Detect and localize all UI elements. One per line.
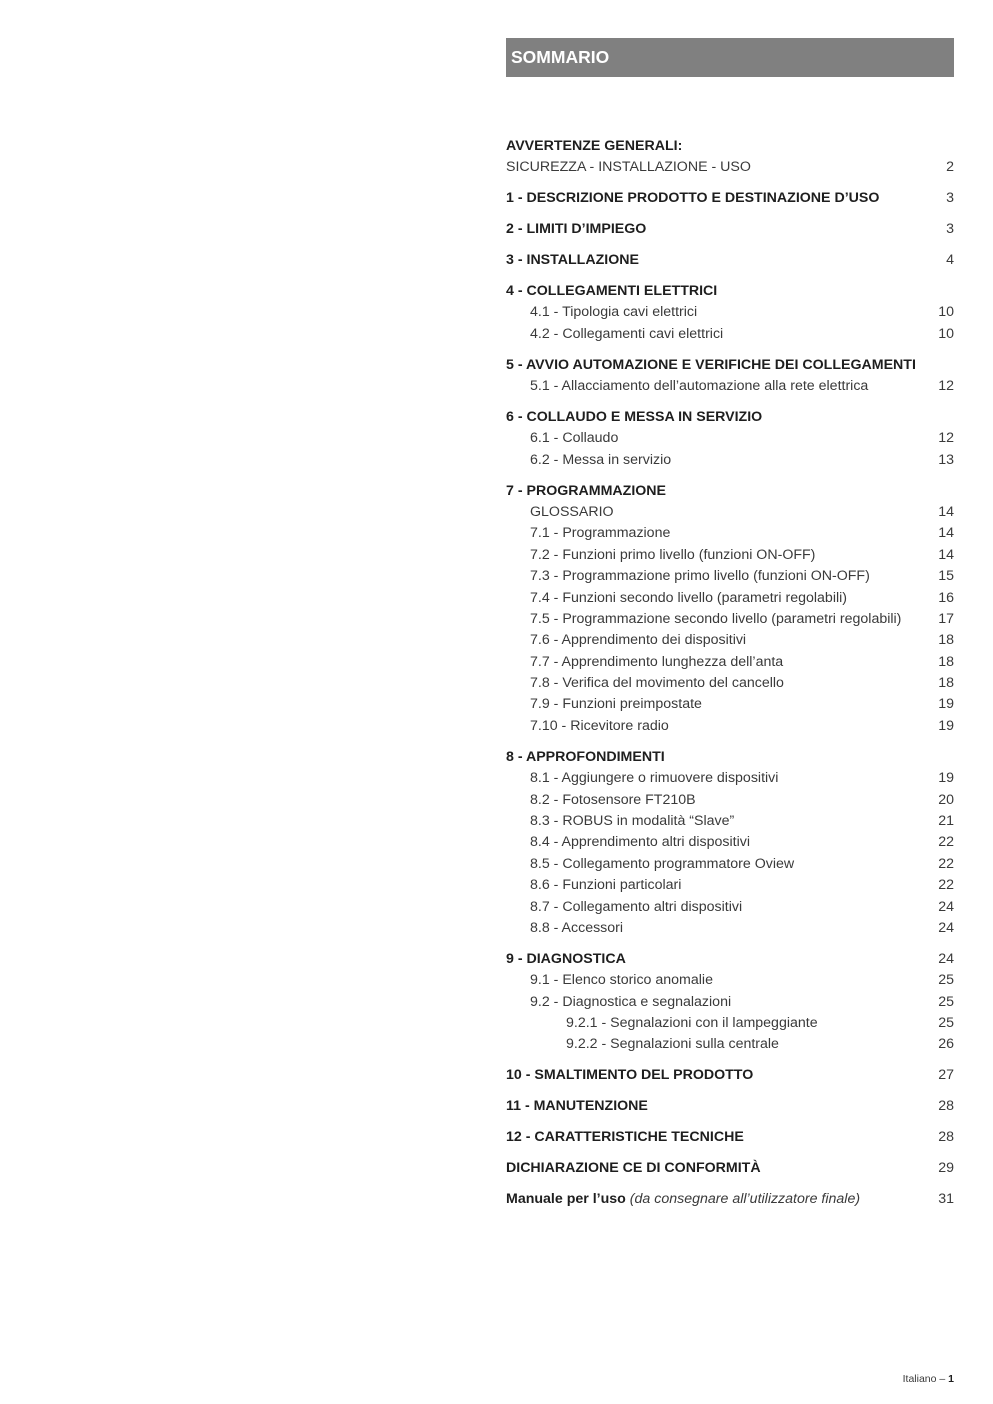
- toc-entry[interactable]: [506, 694, 954, 715]
- toc-entry[interactable]: [506, 157, 954, 178]
- toc-page-number: 14: [938, 503, 954, 520]
- toc-heading-label: 7 - PROGRAMMAZIONE: [506, 482, 667, 499]
- toc-page-number: 3: [946, 190, 954, 207]
- toc-section-avvertenze: [506, 136, 954, 179]
- toc-heading[interactable]: [506, 281, 954, 302]
- toc-heading-label: 10 - SMALTIMENTO DEL PRODOTTO: [506, 1067, 754, 1084]
- footer-page-number: 1: [948, 1373, 954, 1385]
- toc-page-number: 16: [938, 589, 954, 606]
- toc-entry-label: 7.3 - Programmazione primo livello (funzioni ON-OFF): [530, 568, 870, 585]
- toc-heading[interactable]: [506, 1127, 954, 1148]
- toc-page-number: 25: [938, 972, 954, 989]
- toc-entry[interactable]: [506, 302, 954, 323]
- toc-entry[interactable]: [506, 918, 954, 939]
- toc-entry-label: 4.1 - Tipologia cavi elettrici: [530, 304, 698, 321]
- toc-section-3: [506, 250, 954, 271]
- toc-page-number: 10: [938, 304, 954, 321]
- toc-section-7: [506, 481, 954, 738]
- toc-heading-label: 11 - MANUTENZIONE: [506, 1098, 648, 1115]
- toc-heading[interactable]: [506, 1158, 954, 1179]
- toc-entry-label: 8.3 - ROBUS in modalità “Slave”: [530, 812, 735, 829]
- toc-entry-label: GLOSSARIO: [530, 503, 614, 520]
- toc-entry-label: 7.9 - Funzioni preimpostate: [530, 696, 702, 713]
- toc-entry-label: 8.7 - Collegamento altri dispositivi: [530, 898, 743, 915]
- toc-page-number: 20: [938, 791, 954, 808]
- toc-heading-label: DICHIARAZIONE CE DI CONFORMITÀ: [506, 1159, 761, 1176]
- toc-entry-label: 8.5 - Collegamento programmatore Oview: [530, 855, 795, 872]
- toc-entry-label: SICUREZZA - INSTALLAZIONE - USO: [506, 159, 751, 176]
- toc-entry[interactable]: [506, 970, 954, 991]
- toc-entry[interactable]: [506, 566, 954, 587]
- toc-page-number: 18: [938, 632, 954, 649]
- toc-entry-label: 6.1 - Collaudo: [530, 430, 619, 447]
- toc-entry-label: 8.6 - Funzioni particolari: [530, 877, 682, 894]
- toc-entry[interactable]: [506, 716, 954, 737]
- toc-heading[interactable]: [506, 747, 954, 768]
- toc-page-number: 29: [938, 1159, 954, 1176]
- toc-section-ce: [506, 1158, 954, 1179]
- toc-page-number: 2: [946, 159, 954, 176]
- toc-section-10: [506, 1065, 954, 1086]
- toc-entry[interactable]: [506, 609, 954, 630]
- toc-heading[interactable]: [506, 1065, 954, 1086]
- toc-page-number: 22: [938, 834, 954, 851]
- manual-note: (da consegnare all’utilizzatore finale): [629, 1190, 861, 1207]
- toc-page-number: 19: [938, 696, 954, 713]
- toc-page-number: 19: [938, 770, 954, 787]
- toc-page-number: 13: [938, 451, 954, 468]
- toc-section-5: [506, 355, 954, 398]
- toc-entry-label: 6.2 - Messa in servizio: [530, 451, 672, 468]
- toc-page-number: 12: [938, 378, 954, 395]
- toc-entry-label: 7.7 - Apprendimento lunghezza dell’anta: [530, 653, 784, 670]
- toc-entry[interactable]: [506, 502, 954, 523]
- toc-page-number: 26: [938, 1036, 954, 1053]
- toc-entry[interactable]: [506, 811, 954, 832]
- toc-heading[interactable]: [506, 481, 954, 502]
- toc-entry-label: 9.2.2 - Segnalazioni sulla centrale: [566, 1036, 779, 1053]
- toc-section-1: [506, 188, 954, 209]
- toc-heading[interactable]: [506, 188, 954, 209]
- toc-entry-label: 5.1 - Allacciamento dell’automazione alla rete elettrica: [530, 378, 869, 395]
- toc-entry[interactable]: [506, 854, 954, 875]
- toc-heading-label: [506, 1189, 860, 1210]
- toc-entry-label: 7.2 - Funzioni primo livello (funzioni ON-OFF): [530, 546, 816, 563]
- toc-page-number: 4: [946, 252, 954, 269]
- toc-entry-label: 7.6 - Apprendimento dei dispositivi: [530, 632, 747, 649]
- toc-subentry[interactable]: [506, 1034, 954, 1055]
- toc-entry[interactable]: [506, 428, 954, 449]
- toc-entry[interactable]: [506, 450, 954, 471]
- toc-entry-label: 8.4 - Apprendimento altri dispositivi: [530, 834, 751, 851]
- toc-heading-label: 5 - AVVIO AUTOMAZIONE E VERIFICHE DEI COLLEGAMENTI: [506, 356, 916, 373]
- toc-entry[interactable]: [506, 324, 954, 345]
- toc-section-6: [506, 407, 954, 471]
- toc-heading-label: 4 - COLLEGAMENTI ELETTRICI: [506, 282, 718, 299]
- toc-page-number: 22: [938, 877, 954, 894]
- toc-subentry[interactable]: [506, 1013, 954, 1034]
- toc-section-2: [506, 219, 954, 240]
- toc-entry[interactable]: [506, 768, 954, 789]
- toc-page-number: 24: [938, 950, 954, 967]
- toc-heading[interactable]: [506, 355, 954, 376]
- toc-heading-label: 12 - CARATTERISTICHE TECNICHE: [506, 1129, 744, 1146]
- toc-entry[interactable]: [506, 875, 954, 896]
- toc-section-9: [506, 949, 954, 1056]
- toc-heading-label: 8 - APPROFONDIMENTI: [506, 748, 665, 765]
- page-footer: [903, 1373, 954, 1385]
- toc-entry[interactable]: [506, 790, 954, 811]
- toc-page-number: 3: [946, 221, 954, 238]
- toc-page-number: 31: [938, 1190, 954, 1207]
- toc-entry-label: 9.2.1 - Segnalazioni con il lampeggiante: [566, 1014, 818, 1031]
- toc-heading[interactable]: [506, 1189, 954, 1210]
- toc-entry-label: 7.10 - Ricevitore radio: [530, 717, 669, 734]
- manual-title: Manuale per l’uso: [506, 1190, 626, 1207]
- toc-entry[interactable]: [506, 630, 954, 651]
- toc-entry-label: 4.2 - Collegamenti cavi elettrici: [530, 325, 724, 342]
- toc-entry-label: 9.1 - Elenco storico anomalie: [530, 972, 713, 989]
- toc-page-number: 27: [938, 1067, 954, 1084]
- toc-entry[interactable]: [506, 523, 954, 544]
- toc-heading[interactable]: [506, 219, 954, 240]
- toc-page-number: 28: [938, 1129, 954, 1146]
- toc-entry[interactable]: [506, 652, 954, 673]
- toc-entry[interactable]: [506, 588, 954, 609]
- toc-heading-label: 2 - LIMITI D’IMPIEGO: [506, 221, 647, 238]
- toc-entry-label: 8.8 - Accessori: [530, 919, 624, 936]
- page-title: SOMMARIO: [511, 47, 610, 67]
- toc-page-number: 14: [938, 546, 954, 563]
- toc-page-number: 10: [938, 325, 954, 342]
- toc-entry-label: 8.2 - Fotosensore FT210B: [530, 791, 696, 808]
- toc-entry[interactable]: [506, 832, 954, 853]
- toc-heading-label: 9 - DIAGNOSTICA: [506, 950, 626, 967]
- toc-entry-label: 8.1 - Aggiungere o rimuovere dispositivi: [530, 770, 779, 787]
- toc-page-number: 14: [938, 525, 954, 542]
- toc-entry-label: 7.4 - Funzioni secondo livello (parametri regolabili): [530, 589, 848, 606]
- toc-page-number: 25: [938, 993, 954, 1010]
- toc-entry-label: 9.2 - Diagnostica e segnalazioni: [530, 993, 732, 1010]
- toc-entry[interactable]: [506, 992, 954, 1013]
- toc-section-manual: [506, 1189, 954, 1210]
- toc-heading[interactable]: [506, 1096, 954, 1117]
- toc-section-12: [506, 1127, 954, 1148]
- toc-page-number: 28: [938, 1098, 954, 1115]
- toc-heading-label: 1 - DESCRIZIONE PRODOTTO E DESTINAZIONE D’USO: [506, 190, 880, 207]
- toc-page-number: 25: [938, 1014, 954, 1031]
- toc-entry-label: 7.8 - Verifica del movimento del cancello: [530, 675, 784, 692]
- toc-section-4: [506, 281, 954, 345]
- toc-heading-label: 3 - INSTALLAZIONE: [506, 252, 639, 269]
- toc-entry-label: 7.1 - Programmazione: [530, 525, 671, 542]
- toc-entry[interactable]: [506, 673, 954, 694]
- toc-page-number: 12: [938, 430, 954, 447]
- toc-page-number: 21: [938, 812, 954, 829]
- toc-page-number: 18: [938, 675, 954, 692]
- toc-heading[interactable]: [506, 136, 954, 157]
- toc-page-number: 22: [938, 855, 954, 872]
- toc-entry-label: 7.5 - Programmazione secondo livello (parametri regolabili): [530, 610, 902, 627]
- toc-entry[interactable]: [506, 376, 954, 397]
- toc-heading[interactable]: [506, 407, 954, 428]
- toc-page-number: 24: [938, 919, 954, 936]
- section-header-bar: [506, 38, 954, 77]
- toc-page-number: 24: [938, 898, 954, 915]
- toc-section-11: [506, 1096, 954, 1117]
- toc-heading[interactable]: [506, 949, 954, 970]
- toc-section-8: [506, 747, 954, 940]
- toc-page-number: 18: [938, 653, 954, 670]
- toc-entry[interactable]: [506, 897, 954, 918]
- toc-page-number: 15: [938, 568, 954, 585]
- toc-entry[interactable]: [506, 545, 954, 566]
- toc-heading-label: AVVERTENZE GENERALI:: [506, 138, 683, 154]
- footer-language: Italiano –: [902, 1373, 946, 1385]
- toc-page-number: 17: [938, 610, 954, 627]
- toc-page-number: 19: [938, 717, 954, 734]
- table-of-contents: [506, 136, 954, 1220]
- toc-heading[interactable]: [506, 250, 954, 271]
- toc-heading-label: 6 - COLLAUDO E MESSA IN SERVIZIO: [506, 408, 763, 425]
